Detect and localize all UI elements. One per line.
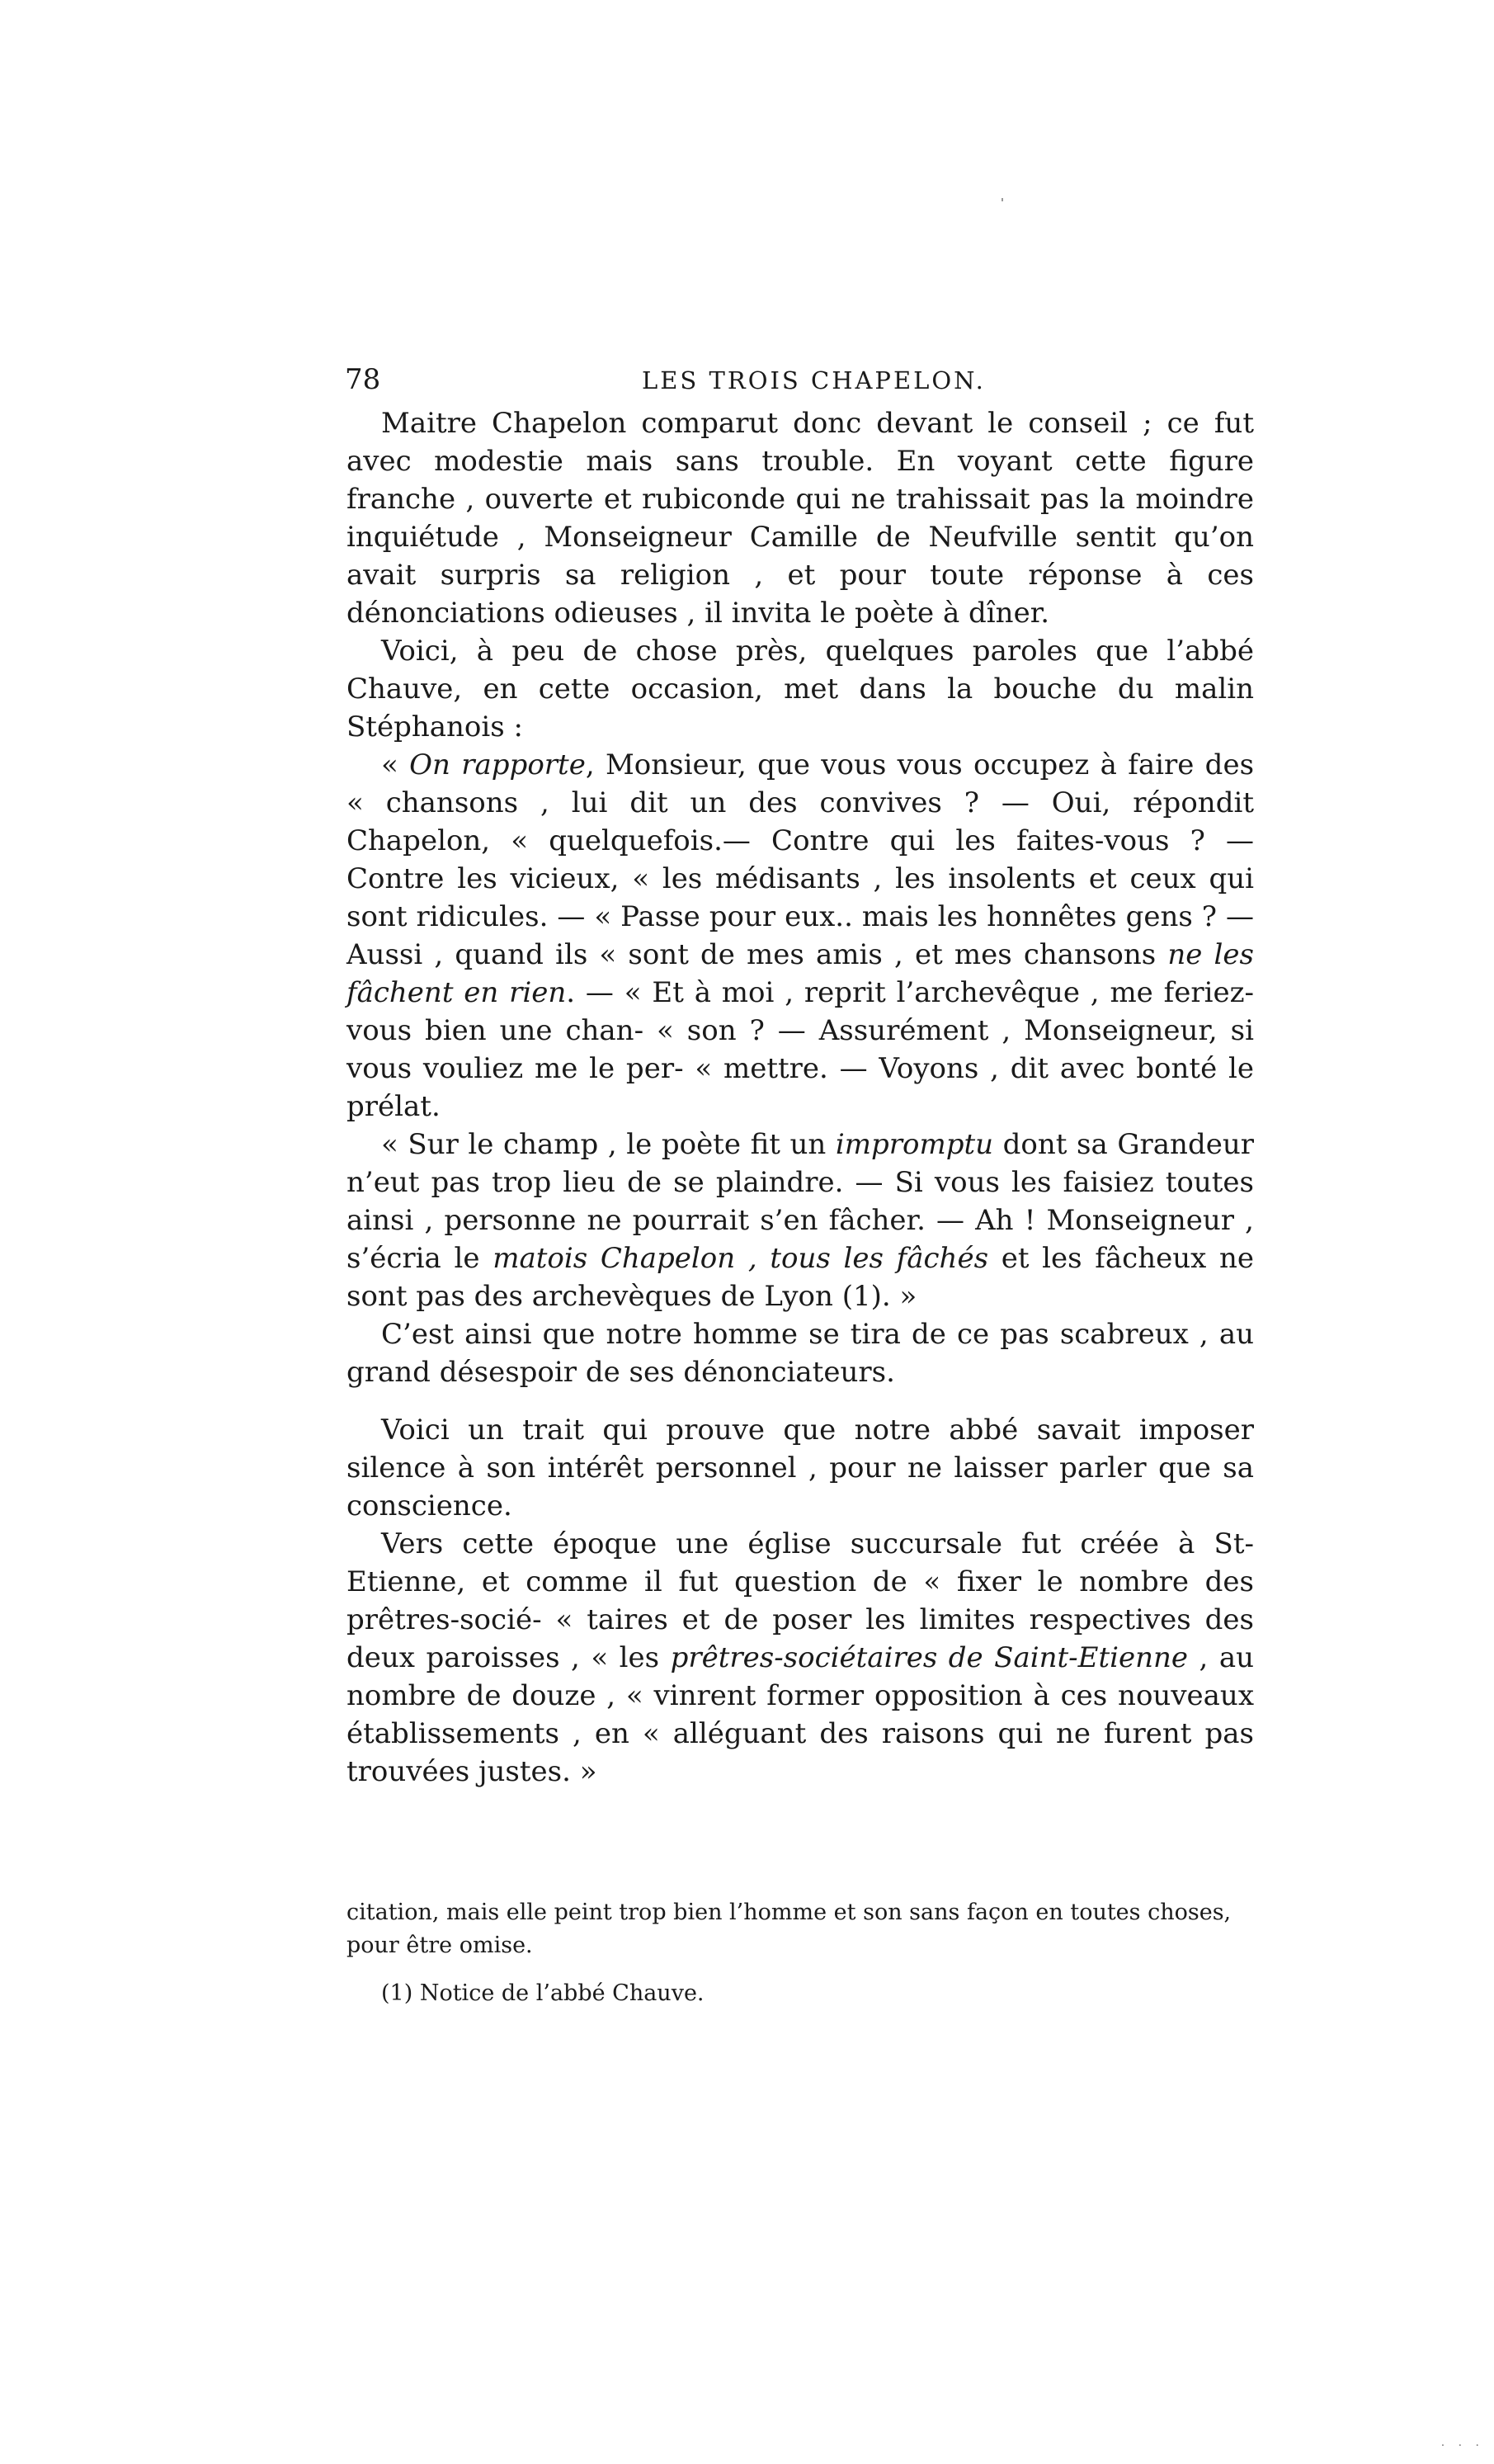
text-run: « — [381, 748, 410, 781]
page-number: 78 — [345, 363, 381, 396]
text-run: Vers cette époque une église succursale fut créée à St-Etienne, et comme il fut question de « fixer le nombre des prêtres-socié- « taires et de poser les limites respectives des deux paroisses , « les — [346, 1527, 1254, 1674]
paragraph-trait — [346, 1411, 1254, 1525]
paragraph-quotation-dialogue — [346, 746, 1254, 1126]
paragraph-text: C’est ainsi que notre homme se tira de ce pas scabreux , au grand désespoir de ses dénonciateurs. — [346, 1318, 1254, 1389]
italic-run: ne les fâchent en rien — [346, 938, 1254, 1009]
italic-run: prêtres-sociétaires de Saint-Etienne — [670, 1641, 1189, 1674]
paragraph-text: Voici, à peu de chose près, quelques paroles que l’abbé Chauve, en cette occasion, met dans la bouche du malin Stéphanois : — [346, 635, 1254, 743]
text-run: , au nombre de douze , « vinrent former opposition à ces nouveaux établissements , en « alléguant des raisons qui ne furent pas trouvées justes. » — [346, 1641, 1254, 1788]
footnote-1: (1) Notice de l’abbé Chauve. — [381, 1980, 705, 2006]
text-run: , Monsieur, que vous vous occupez à faire des « chansons , lui dit un des convives ? — Oui, répondit Chapelon, « quelquefois.— Contre qui les faites-vous ? — Contre les vicieux, « les médisants , les insolents et ceux qui sont ridicules. — « Passe pour eux.. mais les honnêtes gens ? — Aussi , quand ils « sont de mes amis , et mes chansons — [346, 748, 1255, 971]
footnotes — [346, 1896, 1254, 2010]
paragraph-voici — [346, 632, 1254, 746]
paragraph-impromptu — [346, 1126, 1254, 1315]
paragraph-comparution — [346, 404, 1254, 632]
running-title: LES TROIS CHAPELON. — [642, 366, 986, 394]
paper-specks: · · · — [1440, 2439, 1484, 2452]
text-run: et les fâcheux ne sont pas des archevèques de Lyon (1). » — [346, 1242, 1255, 1313]
text-run: « Sur le champ , le poète fit un — [381, 1128, 836, 1161]
main-text — [346, 404, 1254, 1791]
paragraph-conclusion — [346, 1315, 1254, 1391]
italic-run: On rapporte — [409, 748, 586, 781]
text-run: . — « Et à moi , reprit l’archevêque , me feriez-vous bien une chan- « son ? — Assurément , Monseigneur, si vous vouliez me le per- « mettre. — Voyons , dit avec bonté le prélat. — [346, 976, 1254, 1123]
text-run: dont sa Grandeur n’eut pas trop lieu de se plaindre. — Si vous les faisiez toutes ainsi , personne ne pourrait s’en fâcher. — Ah ! Monseigneur , s’écria le — [346, 1128, 1254, 1275]
paper-speck — [1001, 198, 1003, 201]
footnote-continuation: citation, mais elle peint trop bien l’homme et son sans façon en toutes choses, pour être omise. — [346, 1900, 1232, 1958]
page-header — [345, 363, 1252, 396]
paragraph-text: Voici un trait qui prouve que notre abbé savait imposer silence à son intérêt personnel , pour ne laisser parler que sa conscience. — [346, 1414, 1254, 1522]
paragraph-succursale — [346, 1525, 1254, 1791]
italic-run: impromptu — [835, 1128, 994, 1161]
paragraph-text: Maitre Chapelon comparut donc devant le conseil ; ce fut avec modestie mais sans trouble. En voyant cette figure franche , ouverte et rubiconde qui ne trahissait pas la moindre inquiétude , Monseigneur Camille de Neufville sentit qu’on avait surpris sa religion , et pour toute réponse à ces dénonciations odieuses , il invita le poète à dîner. — [346, 407, 1254, 630]
italic-run: matois Chapelon , tous les fâchés — [493, 1242, 989, 1275]
